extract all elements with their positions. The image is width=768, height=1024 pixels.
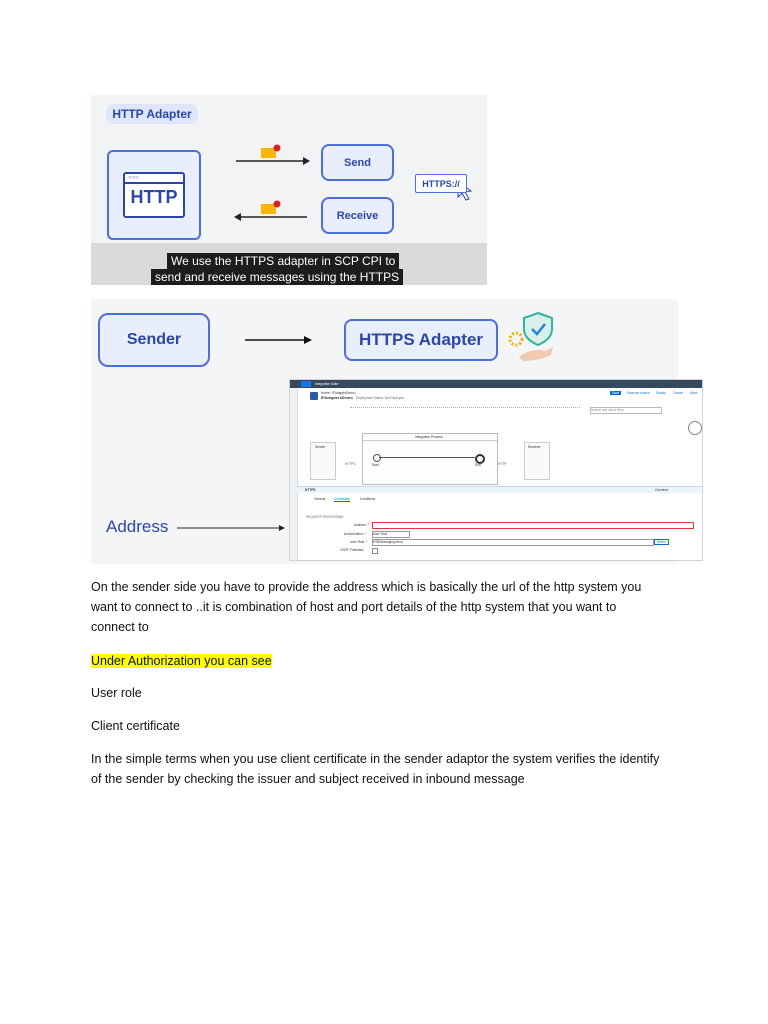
https-connection-label: HTTPS [345,462,356,466]
caption-line-1: We use the HTTPS adapter in SCP CPI to [167,253,399,269]
user-role-label: User Role: * [350,540,368,544]
list-item-client-certificate: Client certificate [91,719,180,733]
shield-check-icon [524,313,552,345]
iflow-name: IFAdaptersDemo [321,395,353,400]
receive-box: Receive [321,197,394,234]
gear-icon [510,333,522,345]
https-tag: HTTPS:// [415,174,467,193]
envelope-icon [261,145,281,159]
https-adapter-box: HTTPS Adapter [344,319,498,361]
breadcrumb[interactable]: Home / IFAdapterDemo / [321,391,357,395]
http-adapter-badge: HTTP Adapter [106,104,198,124]
address-field-label: Address: * [354,523,369,527]
search-step-input[interactable]: Search and add a Step [590,407,662,414]
browser-window-icon: ○○○ HTTP [123,172,185,218]
address-input[interactable] [372,522,694,529]
overview-link[interactable]: Overview [655,488,669,492]
integration-process-pool[interactable] [362,433,498,485]
user-role-input[interactable]: ESBMessaging.send [372,539,654,546]
send-box: Send [321,144,394,181]
highlighted-heading: Under Authorization you can see [91,654,272,668]
tab-connection[interactable]: Connection [334,497,351,501]
section-title: REQUEST PROCESSING [306,515,344,519]
hand-icon [519,347,553,361]
envelope-icon [261,201,281,215]
tab-general[interactable]: General [314,497,326,501]
zoom-pan-control[interactable] [688,421,702,435]
start-label: Start [372,463,379,467]
p2-line-2: of the sender by checking the issuer and subject received in inbound message [91,772,525,786]
iflow-status: Deployment Status: Not Deployed [356,396,405,400]
shell-bar [290,380,702,388]
save-version-button[interactable]: Save as version [627,391,650,395]
tab-conditions[interactable]: Conditions [360,497,376,501]
sender-lane-label: Sender [315,445,326,449]
p1-line-1: On the sender side you have to provide the address which is basically the url of the http system you [91,580,642,594]
save-button[interactable]: Save [612,391,620,395]
p1-line-3: connect to [91,620,149,634]
receiver-lane[interactable] [524,442,550,480]
sender-lane[interactable] [310,442,336,480]
csrf-checkbox[interactable] [372,548,378,554]
integration-suite-screenshot [289,379,703,561]
select-button[interactable]: Select [654,539,669,545]
start-event[interactable] [373,454,381,462]
http-box-label: HTTP [130,187,178,207]
deploy-button[interactable]: Deploy [656,391,666,395]
list-item-user-role: User role [91,686,142,700]
csrf-label: CSRF Protected: [340,548,365,552]
left-nav[interactable] [290,388,298,560]
sap-logo [301,381,311,387]
panel-title: HTTPS [305,488,316,492]
p1-line-2: want to connect to ..it is combination of host and port details of the http system that you want to [91,600,617,614]
p2-line-1: In the simple terms when you use client certificate in the sender adaptor the system verifies the identify [91,752,660,766]
properties-header [297,486,702,493]
pool-title: Integration Process [415,435,443,439]
paragraph-client-cert [91,749,691,789]
end-label: End [475,463,481,467]
iflow-icon [310,392,318,400]
more-button[interactable]: More [690,391,698,395]
paragraph-sender-side [91,577,691,637]
address-label: Address [106,517,169,536]
caption-line-2: send and receive messages using the HTTPS [151,269,403,285]
app-title: Integration Suite [315,382,339,386]
cancel-button[interactable]: Cancel [673,391,683,395]
palette-toolbar[interactable] [350,407,580,413]
receiver-lane-label: Receiver [528,445,541,449]
http-connection-label: HTTP [498,462,507,466]
sender-box: Sender [98,313,210,367]
http-adapter-figure [91,95,487,285]
authorization-label: Authorization: * [344,532,366,536]
https-adapter-figure [91,299,698,564]
authorization-select[interactable]: User Role [372,531,410,538]
